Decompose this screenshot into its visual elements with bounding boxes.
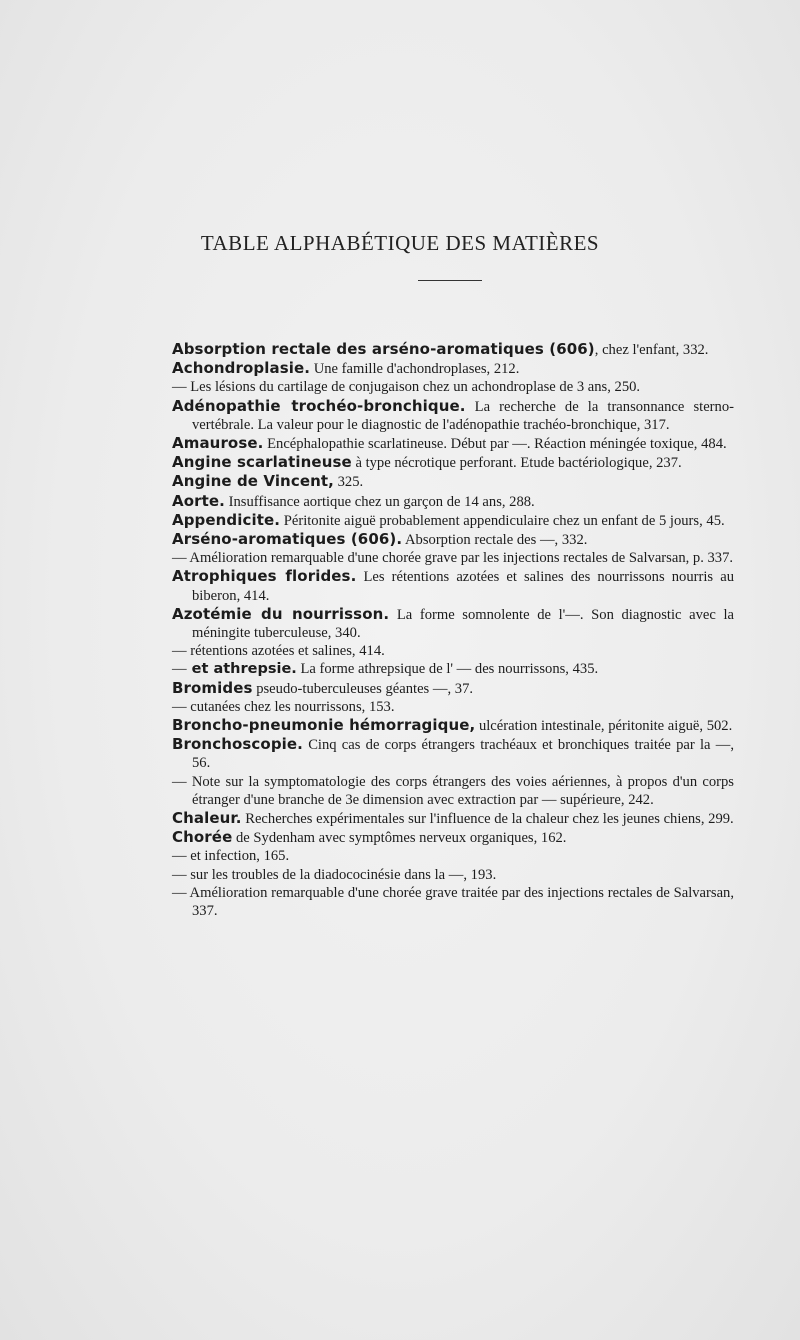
entry-heading: Appendicite.: [172, 510, 281, 529]
entry-heading: Broncho-pneumonie hémorragique,: [172, 716, 476, 735]
index-subentry: [172, 549, 734, 567]
index-entry: [172, 472, 734, 491]
entry-text: sur les troubles de la diadococinésie dans la —, 193.: [186, 866, 497, 883]
entry-heading: Chaleur.: [172, 809, 242, 828]
index-entry: [172, 492, 734, 511]
entry-dash: —: [172, 848, 187, 865]
entry-heading: Angine de Vincent,: [172, 472, 334, 491]
entry-dash: —: [172, 550, 187, 567]
index-subentry: [172, 884, 734, 920]
entry-dash: —: [172, 698, 187, 715]
entry-dash: —: [172, 643, 187, 660]
index-entry: [172, 530, 734, 549]
entry-dash: —: [172, 661, 187, 678]
entry-text: , chez l'enfant, 332.: [594, 342, 709, 358]
entry-text: 325.: [333, 474, 364, 491]
entry-heading: Chorée: [172, 828, 233, 847]
index-subentry: [172, 660, 734, 678]
entry-text: La forme athrepsique de l' — des nourrissons, 435.: [296, 661, 599, 678]
entry-text: Une famille d'achondroplases, 212.: [310, 361, 520, 378]
entry-text: La recherche de la transonnance sterno-vertébrale. La valeur pour le diagnostic de l'adénopathie trachéo-bronchique, 317.: [192, 398, 734, 433]
entry-text: Absorption rectale des —, 332.: [402, 532, 588, 549]
entry-dash: —: [172, 884, 187, 901]
index-entry: [172, 453, 734, 472]
entry-text: et infection, 165.: [186, 848, 290, 865]
entry-text: Cinq cas de corps étrangers trachéaux et bronchiques traitée par la —, 56.: [192, 737, 734, 772]
entry-text: Encéphalopathie scarlatineuse. Début par —. Réaction méningée toxique, 484.: [263, 436, 727, 453]
index-entries: [172, 340, 734, 920]
index-subentry: [172, 642, 734, 660]
index-subentry: [172, 698, 734, 716]
entry-heading: Achondroplasie.: [172, 359, 311, 378]
index-subentry: [172, 866, 734, 884]
index-entry: [172, 340, 734, 359]
entry-dash: —: [172, 773, 187, 790]
index-entry: [172, 434, 734, 453]
entry-heading: Aorte.: [172, 491, 225, 510]
entry-text: La forme somnolente de l'—. Son diagnostic avec la méningite tuberculeuse, 340.: [192, 606, 734, 642]
entry-dash: —: [172, 866, 187, 883]
entry-text: Péritonite aiguë probablement appendiculaire chez un enfant de 5 jours, 45.: [280, 512, 725, 529]
entry-text: de Sydenham avec symptômes nerveux organiques, 162.: [232, 830, 567, 847]
entry-text: à type nécrotique perforant. Etude bactériologique, 237.: [351, 455, 682, 472]
entry-heading: Atrophiques florides.: [172, 567, 357, 586]
entry-heading: Azotémie du nourrisson.: [172, 604, 390, 623]
entry-text: Les lésions du cartilage de conjugaison chez un achondroplase de 3 ans, 250.: [186, 379, 641, 396]
entry-text: Insuffisance aortique chez un garçon de 14 ans, 288.: [224, 493, 535, 510]
entry-heading: Adénopathie trochéo-bronchique.: [172, 396, 466, 415]
index-entry: [172, 716, 734, 735]
entry-text: Amélioration remarquable d'une chorée grave traitée par des injections rectales de Salvarsan, 337.: [186, 884, 734, 920]
entry-text: Note sur la symptomatologie des corps étrangers des voies aériennes, à propos d'un corps étranger d'une branche de 3e dimension avec extraction par — supérieure, 242.: [186, 773, 734, 808]
entry-heading: Angine scarlatineuse: [172, 453, 352, 472]
entry-dash: —: [172, 379, 187, 396]
entry-text: pseudo-tuberculeuses géantes —, 37.: [252, 680, 474, 697]
index-entry: [172, 679, 734, 698]
entry-heading: Absorption rectale des arséno-aromatiques (606): [172, 340, 595, 358]
entry-heading: Amaurose.: [172, 434, 264, 453]
index-entry: [172, 809, 734, 828]
entry-text: Amélioration remarquable d'une chorée grave par les injections rectales de Salvarsan, p. 337.: [186, 550, 734, 567]
index-entry: [172, 735, 734, 772]
index-entry: [172, 359, 734, 378]
title-divider: [418, 280, 482, 281]
index-entry: [172, 605, 734, 642]
index-entry: [172, 511, 734, 530]
entry-text: rétentions azotées et salines, 414.: [186, 643, 385, 660]
entry-text: Recherches expérimentales sur l'influence de la chaleur chez les jeunes chiens, 299.: [241, 811, 734, 828]
index-subentry: [172, 378, 734, 396]
index-entry: [172, 567, 734, 604]
index-subentry: [172, 847, 734, 865]
entry-text: ulcération intestinale, péritonite aiguë, 502.: [475, 718, 733, 735]
entry-heading: Arséno-aromatiques (606).: [172, 530, 403, 549]
index-entry: [172, 828, 734, 847]
index-entry: [172, 397, 734, 434]
entry-text: Les rétentions azotées et salines des nourrissons nourris au biberon, 414.: [192, 569, 734, 604]
entry-text: cutanées chez les nourrissons, 153.: [186, 698, 395, 715]
entry-heading: et athrepsie.: [186, 661, 297, 678]
entry-heading: Bromides: [172, 678, 253, 697]
entry-heading: Bronchoscopie.: [172, 735, 303, 754]
index-subentry: [172, 773, 734, 809]
page-title: TABLE ALPHABÉTIQUE DES MATIÈRES: [200, 231, 600, 255]
